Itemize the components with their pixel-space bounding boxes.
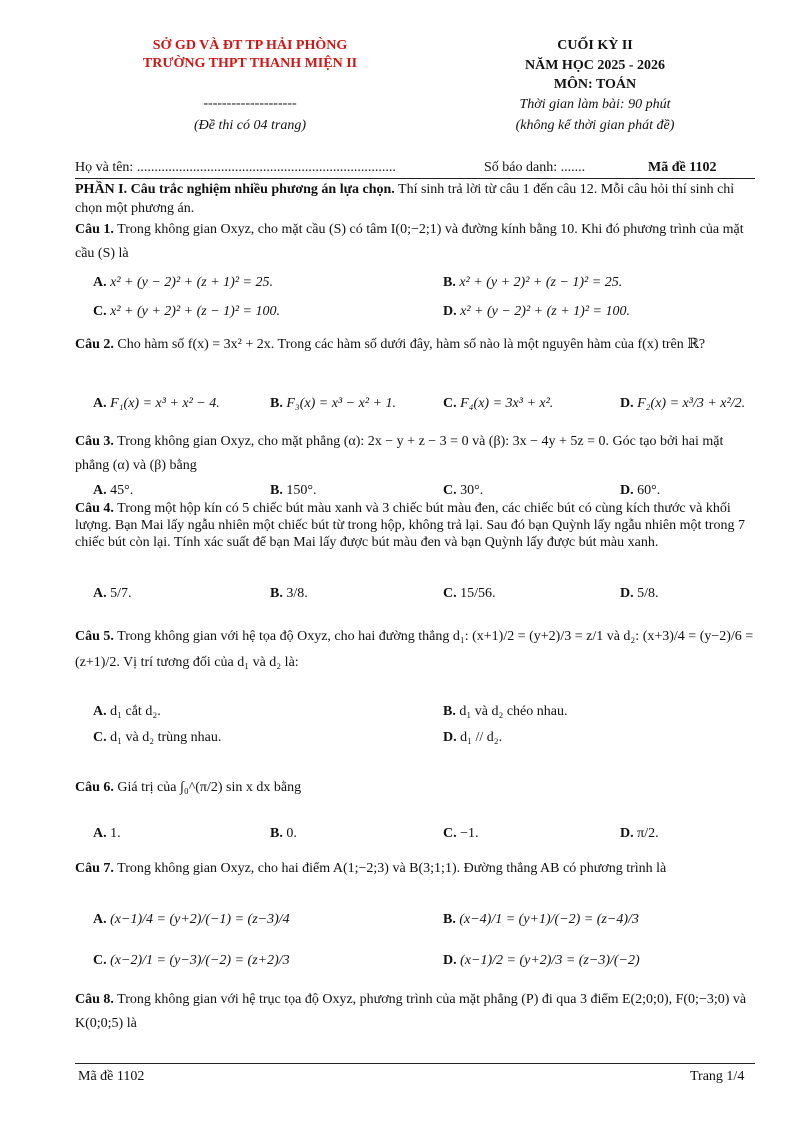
option-letter: D. — [620, 396, 634, 411]
option-text: 30°. — [460, 483, 484, 498]
option-6c[interactable] — [443, 826, 479, 842]
option-7a[interactable] — [93, 912, 290, 928]
option-letter: A. — [93, 912, 107, 927]
option-letter: B. — [270, 396, 283, 411]
option-7d[interactable] — [443, 953, 640, 969]
option-letter: C. — [93, 730, 107, 745]
option-text: π/2. — [637, 826, 659, 841]
option-text: 15/56. — [460, 586, 496, 601]
option-text: 0. — [286, 826, 297, 841]
option-letter: D. — [620, 586, 634, 601]
option-text: (x−1)/4 = (y+2)/(−1) = (z−3)/4 — [110, 912, 290, 927]
option-letter: A. — [93, 586, 107, 601]
footer-exam-code: Mã đề 1102 — [78, 1069, 145, 1084]
question-label: Câu 4. — [75, 501, 114, 516]
option-letter: C. — [93, 304, 107, 319]
option-text: F₁(x) = x³ + x² − 4. — [110, 396, 220, 411]
question-label: Câu 3. — [75, 434, 114, 449]
question-text: Trong một hộp kín có 5 chiếc bút màu xanh và 3 chiếc bút màu đen, các chiếc bút có cùng kích thước và khối lượng. Bạn Mai lấy ngẫu nhiên một chiếc bút từ trong hộp, không trả lại. Sau đó bạn Quỳnh lấy ngẫu nhiên một trong 7 chiếc bút còn lại. Tính xác suất để bạn Mai lấy được bút màu đen và bạn Quỳnh lấy được bút màu xanh. — [75, 501, 745, 550]
time-note: (không kể thời gian phát đề) — [515, 118, 675, 133]
option-text: x² + (y + 2)² + (z − 1)² = 100. — [110, 304, 280, 319]
option-letter: A. — [93, 396, 107, 411]
question-2 — [75, 333, 755, 357]
question-text: Giá trị của ∫₀^(π/2) sin x dx bằng — [117, 780, 302, 795]
question-label: Câu 6. — [75, 780, 114, 795]
footer-divider — [75, 1063, 755, 1064]
option-letter: B. — [270, 483, 283, 498]
part1-title: PHẦN I. Câu trắc nghiệm nhiều phương án lựa chọn. — [75, 182, 395, 197]
option-letter: C. — [443, 826, 457, 841]
option-1b[interactable] — [443, 275, 622, 291]
option-text: d₁ và d₂ trùng nhau. — [110, 730, 222, 745]
option-text: 5/7. — [110, 586, 132, 601]
option-1c[interactable] — [93, 304, 280, 320]
header-dashes: -------------------- — [203, 96, 297, 111]
option-text: d₁ và d₂ chéo nhau. — [459, 704, 568, 719]
option-2a[interactable] — [93, 396, 220, 412]
question-label: Câu 8. — [75, 992, 114, 1007]
option-letter: A. — [93, 275, 107, 290]
option-5a[interactable] — [93, 704, 161, 720]
option-2c[interactable] — [443, 396, 553, 412]
option-text: (x−1)/2 = (y+2)/3 = (z−3)/(−2) — [460, 953, 640, 968]
question-text: Trong không gian Oxyz, cho mặt cầu (S) có tâm I(0;−2;1) và đường kính bằng 10. Khi đó phương trình của mặt cầu (S) là — [75, 222, 744, 261]
option-letter: C. — [443, 483, 457, 498]
option-text: x² + (y − 2)² + (z + 1)² = 25. — [110, 275, 273, 290]
option-text: d₁ cắt d₂. — [110, 704, 161, 719]
option-letter: C. — [443, 396, 457, 411]
option-3c[interactable] — [443, 483, 483, 499]
question-label: Câu 2. — [75, 337, 114, 352]
dept-name: SỞ GD VÀ ĐT TP HẢI PHÒNG — [152, 38, 348, 53]
option-text: x² + (y + 2)² + (z − 1)² = 25. — [459, 275, 623, 290]
option-3a[interactable] — [93, 483, 133, 499]
school-name: TRƯỜNG THPT THANH MIỆN II — [142, 56, 358, 71]
question-text: Trong không gian Oxyz, cho hai điểm A(1;−2;3) và B(3;1;1). Đường thẳng AB có phương trình là — [117, 861, 667, 876]
option-text: F₃(x) = x³ − x² + 1. — [286, 396, 396, 411]
option-1a[interactable] — [93, 275, 273, 291]
question-7 — [75, 858, 755, 880]
student-id-field: Số báo danh: ....... — [484, 160, 586, 175]
option-letter: A. — [93, 704, 107, 719]
option-letter: B. — [443, 912, 456, 927]
question-label: Câu 7. — [75, 861, 114, 876]
question-label: Câu 5. — [75, 629, 114, 644]
option-letter: B. — [270, 586, 283, 601]
question-text: Cho hàm số f(x) = 3x² + 2x. Trong các hàm số dưới đây, hàm số nào là một nguyên hàm của f(x) trên ℝ? — [117, 337, 706, 352]
question-6 — [75, 778, 755, 797]
header-divider — [75, 178, 755, 179]
option-4d[interactable] — [620, 586, 659, 602]
option-text: F₄(x) = 3x³ + x². — [460, 396, 554, 411]
option-text: 5/8. — [637, 586, 659, 601]
option-letter: D. — [443, 730, 457, 745]
option-letter: C. — [93, 953, 107, 968]
question-3 — [75, 430, 755, 478]
subject: MÔN: TOÁN — [553, 77, 637, 92]
question-4 — [75, 500, 755, 551]
option-letter: C. — [443, 586, 457, 601]
option-letter: D. — [620, 483, 634, 498]
option-text: 1. — [110, 826, 121, 841]
option-3d[interactable] — [620, 483, 660, 499]
question-label: Câu 1. — [75, 222, 114, 237]
option-letter: D. — [443, 953, 457, 968]
option-letter: D. — [443, 304, 457, 319]
school-year: NĂM HỌC 2025 - 2026 — [525, 58, 665, 73]
option-5b[interactable] — [443, 704, 567, 720]
part1-instructions: Thí sinh trả lời từ câu 1 đến câu 12. Mỗi câu hỏi thí sinh chỉ chọn một phương án. — [75, 182, 735, 216]
option-5d[interactable] — [443, 730, 502, 746]
option-4b[interactable] — [270, 586, 308, 602]
exam-code: Mã đề 1102 — [648, 160, 717, 175]
option-text: 150°. — [286, 483, 317, 498]
question-text: Trong không gian Oxyz, cho mặt phẳng (α): 2x − y + z − 3 = 0 và (β): 3x − 4y + 5z = 0. Góc tạo bởi hai mặt phẳng (α) và (β) bằng — [75, 434, 724, 473]
option-text: 3/8. — [286, 586, 308, 601]
option-2d[interactable] — [620, 396, 745, 412]
question-text: Trong không gian với hệ tọa độ Oxyz, cho hai đường thẳng d₁: (x+1)/2 = (y+2)/3 = z/1 và d₂: (x+3)/4 = (y−2)/6 = (z+1)/2. Vị trí tương đối của d₁ và d₂ là: — [75, 629, 754, 670]
student-name-field: Họ và tên: .......................................................................... — [75, 160, 396, 175]
pages-note: (Đề thi có 04 trang) — [194, 118, 306, 133]
option-letter: B. — [443, 275, 456, 290]
option-text: (x−2)/1 = (y−3)/(−2) = (z+2)/3 — [110, 953, 290, 968]
option-text: F₂(x) = x³/3 + x²/2. — [637, 396, 746, 411]
option-6b[interactable] — [270, 826, 297, 842]
option-2b[interactable] — [270, 396, 396, 412]
question-text: Trong không gian với hệ trục tọa độ Oxyz, phương trình của mặt phẳng (P) đi qua 3 điểm E(2;0;0), F(0;−3;0) và K(0;0;5) là — [75, 992, 747, 1031]
option-7b[interactable] — [443, 912, 639, 928]
option-letter: B. — [443, 704, 456, 719]
question-8 — [75, 988, 755, 1036]
option-text: d₁ // d₂. — [460, 730, 503, 745]
exam-title: CUỐI KỲ II — [557, 38, 633, 53]
option-letter: A. — [93, 483, 107, 498]
option-text: 60°. — [637, 483, 661, 498]
option-3b[interactable] — [270, 483, 316, 499]
part1-heading — [75, 180, 755, 218]
option-text: x² + (y − 2)² + (z + 1)² = 100. — [460, 304, 630, 319]
option-text: (x−4)/1 = (y+1)/(−2) = (z−4)/3 — [459, 912, 639, 927]
option-text: 45°. — [110, 483, 134, 498]
option-text: −1. — [460, 826, 479, 841]
option-letter: A. — [93, 826, 107, 841]
option-6a[interactable] — [93, 826, 121, 842]
time-limit: Thời gian làm bài: 90 phút — [519, 97, 671, 112]
option-7c[interactable] — [93, 953, 290, 969]
option-6d[interactable] — [620, 826, 659, 842]
option-letter: D. — [620, 826, 634, 841]
question-5 — [75, 624, 755, 676]
option-4c[interactable] — [443, 586, 496, 602]
option-5c[interactable] — [93, 730, 221, 746]
question-1 — [75, 218, 755, 266]
option-1d[interactable] — [443, 304, 630, 320]
page-number: Trang 1/4 — [690, 1069, 745, 1084]
option-letter: B. — [270, 826, 283, 841]
option-4a[interactable] — [93, 586, 132, 602]
